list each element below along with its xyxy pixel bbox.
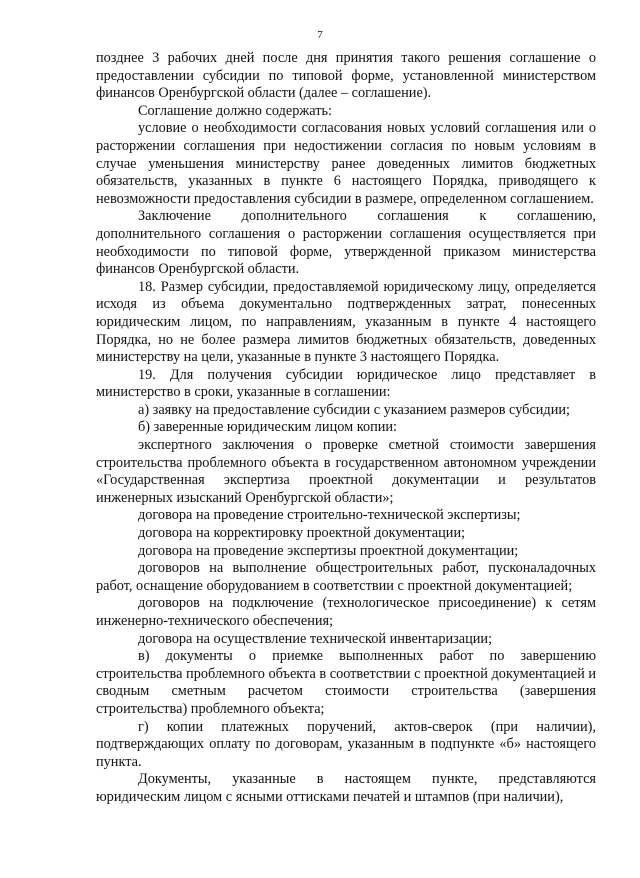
paragraph-14: договоров на подключение (технологическое присоединение) к сетям инженерно-технического обеспечения; — [96, 595, 596, 629]
paragraph-10: договора на проведение строительно-технической экспертизы; — [138, 507, 521, 524]
paragraph-5: 18. Размер субсидии, предоставляемой юридическому лицу, определяется исходя из объема документально подтвержденных затрат, понесенных юридическим лицом, по направлениям, указанным в пункте 4 настоящего Порядка, но не более размера лимитов бюджетных обязательств, доведенных министерству на цели, указанные в пункте 3 настоящего Порядка. — [96, 278, 596, 366]
paragraph-7: а) заявку на предоставление субсидии с указанием размеров субсидии; — [138, 401, 570, 418]
paragraph-18: Документы, указанные в настоящем пункте, представляются юридическим лицом с ясными оттисками печатей и штампов (при наличии), — [96, 771, 596, 805]
paragraph-6: 19. Для получения субсидии юридическое лицо представляет в министерство в сроки, указанные в соглашении: — [96, 366, 596, 401]
paragraph-2: Соглашение должно содержать: — [138, 102, 332, 119]
paragraph-17: г) копии платежных поручений, актов-сверок (при наличии), подтверждающих оплату по договорам, указанным в подпункте «б» настоящего пункта. — [96, 718, 596, 770]
paragraph-4: Заключение дополнительного соглашения к соглашению, дополнительного соглашения о расторжении соглашения осуществляется при необходимости по типовой форме, утвержденной приказом министерства финансов Оренбургской области. — [96, 208, 596, 278]
paragraph-12: договора на проведение экспертизы проектной документации; — [138, 542, 519, 559]
paragraph-11: договора на корректировку проектной документации; — [138, 525, 466, 542]
paragraph-9: экспертного заключения о проверке сметной стоимости завершения строительства проблемного объекта в государственном автономном учреждении «Государственная экспертиза проектной документации и результатов инженерных изысканий Оренбургской области»; — [96, 437, 596, 506]
paragraph-13: договоров на выполнение общестроительных работ, пусконаладочных работ, оснащение оборудованием в соответствии с проектной документацией; — [96, 560, 596, 594]
page-number: 7 — [317, 29, 323, 41]
paragraph-16: в) документы о приемке выполненных работ по завершению строительства проблемного объекта в соответствии с проектной документацией и сводным сметным расчетом стоимости строительства (завершения строительства) проблемного объекта; — [96, 648, 596, 717]
paragraph-3: условие о необходимости согласования новых условий соглашения или о расторжении соглашения при недостижении согласия по новым условиям в случае уменьшения министерству ранее доведенных лимитов бюджетных обязательств, указанных в пункте 6 настоящего Порядка, приводящего к невозможности предоставления субсидии в размере, определенном соглашением. — [96, 120, 596, 207]
paragraph-8: б) заверенные юридическим лицом копии: — [138, 419, 398, 436]
paragraph-1: позднее 3 рабочих дней после дня принятия такого решения соглашение о предоставлении субсидии по типовой форме, установленной министерством финансов Оренбургской области (далее – соглашение). — [96, 50, 596, 102]
paragraph-15: договора на осуществление технической инвентаризации; — [138, 630, 493, 647]
document-body — [96, 50, 596, 807]
